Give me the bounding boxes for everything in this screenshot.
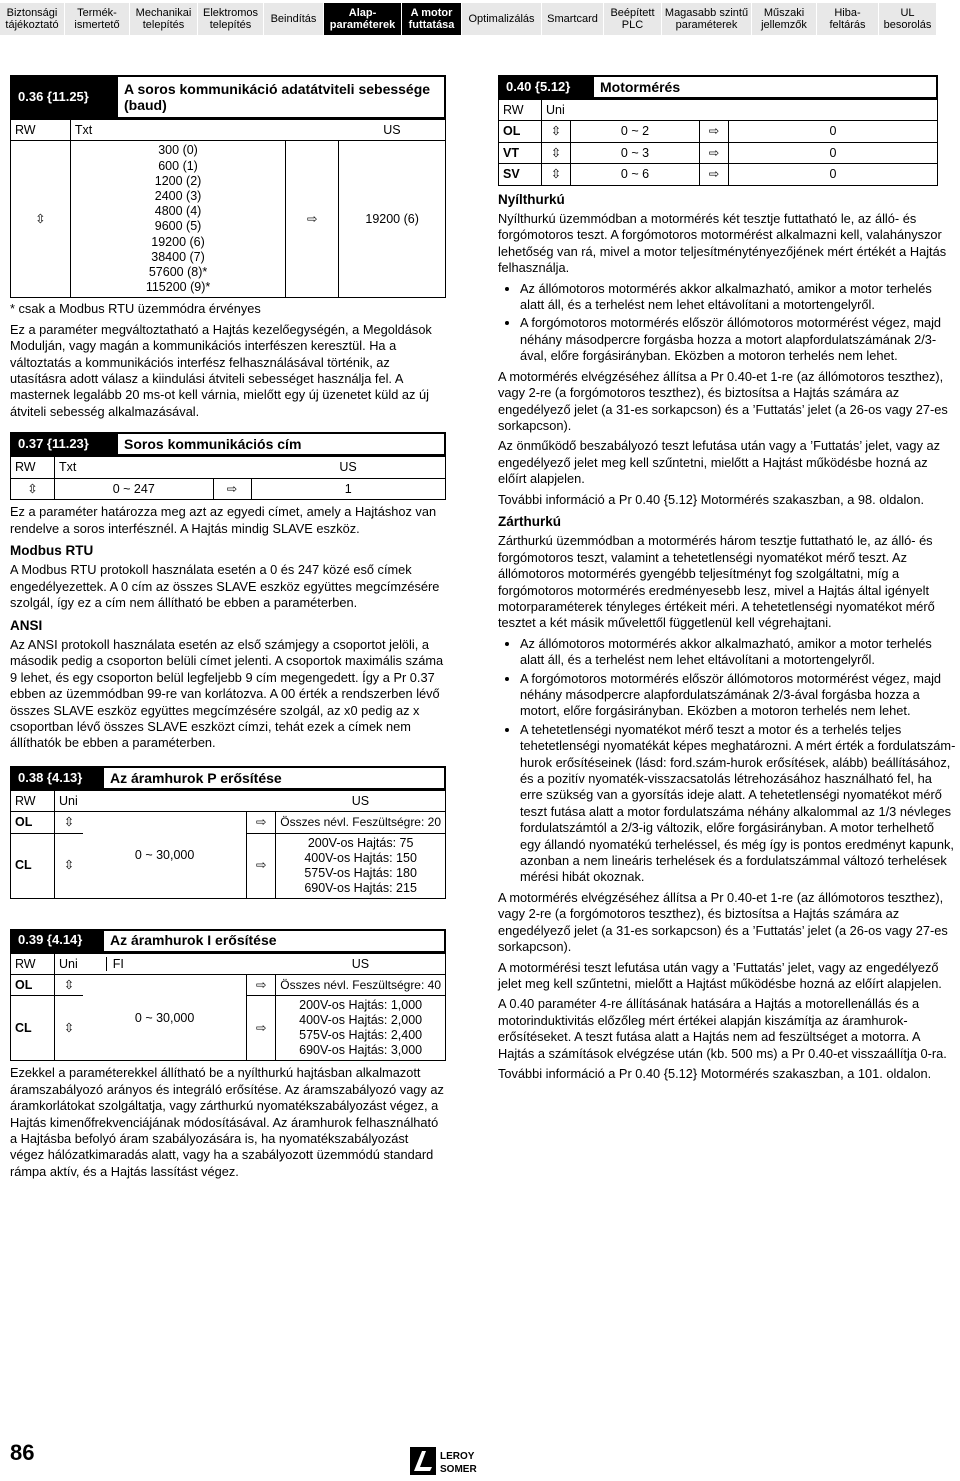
- bullet-list: [498, 636, 956, 886]
- nav-tab[interactable]: Mechanikai telepítés: [130, 3, 198, 35]
- mode-ol: OL: [11, 812, 55, 833]
- default-cl: [276, 833, 446, 898]
- default-value: 0: [729, 164, 938, 185]
- list-item: • A tehetetlenségi nyomatékot mérő teszt a motor és a terhelés teljes tehetetlenségi nyomatékát képes meghatározni. A mért érték a fordulatszám-hurok erősítéseinek (lásd: ford.szám-hurok erősítések, alább) beállításához, és a pozitív nyomaték-visszacsatolás létrehozásához használható fel, ha erre szükség van a gyorsítás ideje alatt. A tehetetlenségi nyomatékot mérő teszt futása alatt a motor fordulatszáma néhány alkalommal az 1/3 névleges fordulatszámtól a 2/3-ig változik, előre forgásirányban. A motor terhelhető egy állandó nyomatékú terheléssel, és még így is pontos eredményt kapunk, azonban a nem lineáris terhelések és a fordulatszámmal változó terhelések mérési hibát okoznak.: [520, 722, 956, 886]
- param-title: Motormérés: [594, 75, 938, 99]
- flag-cell: US: [276, 953, 446, 974]
- range-item: 690V-os Hajtás: 215: [304, 880, 417, 895]
- updown-icon: ⇳: [11, 478, 55, 499]
- range-item: 200V-os Hajtás: 75: [307, 835, 414, 850]
- default-value: 0: [729, 142, 938, 163]
- param-0-36: [10, 75, 446, 420]
- range-cell: 0 ~ 30,000: [83, 812, 247, 898]
- param-id: 0.37 {11.23}: [10, 432, 118, 456]
- param-0-38: [10, 766, 446, 899]
- nav-tab[interactable]: Magasabb szintű paraméterek: [662, 3, 752, 35]
- nav-tab[interactable]: Alap-paraméterek: [324, 3, 402, 35]
- nav-tab[interactable]: Beépített PLC: [604, 3, 662, 35]
- svg-text:SOMER: SOMER: [440, 1464, 477, 1475]
- type-cell: Txt: [70, 120, 285, 141]
- range-item: 1200 (2): [154, 173, 202, 188]
- param-id: 0.39 {4.14}: [10, 929, 104, 953]
- paragraph: További információ a Pr 0.40 {5.12} Motormérés szakaszban, a 101. oldalon.: [498, 1065, 932, 1081]
- paragraph: Ez a paraméter megváltoztatható a Hajtás kezelőegységén, a Megoldások Modulján, vagy magán a kommunikációs interfészen keresztül. Ha a változtatás a kommunikációs interfész felhasználásával történik, az utasításra adott válasz a kiindulási átviteli sebességet használja fel. A masternek legalább 20 ms-ot kell várnia, mielőtt egy új üzenetet küld az új átviteli sebesség alkalmazásával.: [10, 321, 432, 419]
- table-row: [499, 164, 938, 185]
- paragraph: A motormérés elvégzéséhez állítsa a Pr 0.40-et 1-re (az állómotoros teszthez), vagy 2-re (a forgómotoros teszthez), és biztosítsa a Hajtás számára az engedélyező jelet (a 31-es sorkapcson) és a ’Futtatás’ jelet (a 26-os vagy 27-es sorkapcson).: [498, 368, 948, 433]
- table-row: [499, 142, 938, 163]
- type-cell: [55, 953, 247, 974]
- nav-tab[interactable]: Smartcard: [542, 3, 604, 35]
- paragraph: További információ a Pr 0.40 {5.12} Motormérés szakaszban, a 98. oldalon.: [498, 491, 925, 507]
- table-row: [499, 121, 938, 142]
- nav-tab[interactable]: UL besorolás: [879, 3, 937, 35]
- range-item: 575V-os Hajtás: 180: [304, 865, 417, 880]
- rw-cell: RW: [11, 953, 55, 974]
- svg-text:LEROY: LEROY: [440, 1451, 475, 1462]
- note: * csak a Modbus RTU üzemmódra érvényes: [10, 301, 261, 317]
- range-cell: 0 ~ 247: [55, 478, 214, 499]
- nav-tab[interactable]: Elektromos telepítés: [198, 3, 264, 35]
- list-item: • A forgómotoros motormérés először állómotoros motormérést végez, majd néhány másodpercre forgásba hozza a motort alapfordulatszámának 2/3-ával, előre forgásirányban. Eközben a motoron terhelés nem lehet.: [520, 315, 956, 364]
- updown-icon: ⇳: [55, 812, 84, 833]
- updown-icon: ⇳: [55, 833, 84, 898]
- nav-tab[interactable]: A motor futtatása: [402, 3, 462, 35]
- arrow-right-icon: ⇨: [247, 975, 276, 996]
- updown-icon: ⇳: [542, 164, 571, 185]
- arrow-right-icon: ⇨: [286, 141, 339, 298]
- paragraph: Zárthurkú üzemmódban a motormérés három tesztje futtatható le, az álló- és forgómotoros teszt, valamint a tehetetlenségi nyomatékot mérő teszt. Az állómotoros motormérés gyengébb teljesítményt fog szolgáltatni, míg a forgómotoros motormérés eredményesebb lesz, mivel a Hajtás által igényelt motorparaméterek tényleges értékeit méri. A tehetetlenségi nyomatékot mérő tesztet a két másik művelettől függetlenül kell végrehajtani.: [498, 533, 935, 631]
- subheading: Zárthurkú: [498, 513, 562, 529]
- range-item: 690V-os Hajtás: 3,000: [299, 1043, 423, 1058]
- param-table: [498, 99, 938, 186]
- nav-tab[interactable]: Műszaki jellemzők: [752, 3, 817, 35]
- updown-icon: ⇳: [542, 142, 571, 163]
- mode-cell: SV: [499, 164, 542, 185]
- range-item: 600 (1): [158, 158, 198, 173]
- range-item: 4800 (4): [154, 204, 202, 219]
- param-table: [10, 119, 446, 298]
- default-cl: [276, 996, 446, 1061]
- arrow-right-icon: ⇨: [700, 142, 729, 163]
- nav-tab[interactable]: Hiba-feltárás: [817, 3, 879, 35]
- mode-ol: OL: [11, 975, 55, 996]
- arrow-right-icon: ⇨: [247, 996, 276, 1061]
- param-id: 0.40 {5.12}: [498, 75, 594, 99]
- subheading: Nyílthurkú: [498, 191, 565, 207]
- list-item: • Az állómotoros motormérés akkor alkalmazható, amikor a motor terhelés alatt áll, és a terhelést nem lehet eltávolítani a motortengelyről.: [520, 636, 956, 669]
- param-title: A soros kommunikáció adatátviteli sebessége (baud): [118, 75, 446, 119]
- range-item: 575V-os Hajtás: 2,400: [299, 1028, 423, 1043]
- paragraph: Az önműködő beszabályozó teszt lefutása után vagy a ’Futtatás’ jelet, vagy az engedélyező jelet meg kell szűntetni, mielőtt a Hajtást működésbe hozná az előírt alapjelen.: [498, 438, 940, 487]
- range-item: 400V-os Hajtás: 150: [304, 850, 417, 865]
- type-fi: FI: [106, 957, 124, 971]
- arrow-right-icon: ⇨: [700, 121, 729, 142]
- right-column: [498, 75, 956, 1086]
- bullet-list: [498, 281, 956, 365]
- mode-cell: OL: [499, 121, 542, 142]
- updown-icon: ⇳: [55, 996, 84, 1061]
- mode-cell: VT: [499, 142, 542, 163]
- param-table: [10, 953, 446, 1062]
- range-cell: 0 ~ 3: [571, 142, 700, 163]
- paragraph: Nyílthurkú üzemmódban a motormérés két tesztje futtatható le, az álló- és forgómotoros teszt. A forgómotoros motormérést alkalmazni kell, valahányszor lehetőség van rá, mivel a motor teljesítménytényezőjének mért értékét a Hajtás felhasználja.: [498, 211, 947, 276]
- rw-cell: RW: [11, 457, 55, 478]
- range-item: 57600 (8)*: [148, 265, 208, 280]
- paragraph: A Modbus RTU protokoll használata esetén a 0 és 247 közé eső címek engedélyezettek. A 0 cím az összes SLAVE eszköz együttes megcímzésére szolgál, így ez a cím nem állítható be ebben a paraméterben.: [10, 562, 440, 611]
- paragraph: Ezekkel a paraméterekkel állítható be a nyílthurkú hajtásban alkalmazott áramszabályozó arányos és integráló erősítése. Az áramszabályozó vagy az áramkorlátokat szolgáltatja, vagy zárthurkú nyomatékszabályozást végez, a Hajtás kimenőfrekvenciájának módosításával. Az áramhurok felhasználható a Hajtásba befolyó áram szabályozására is, ha nyomatékszabályozást végez hálózatkimaradás alatt, vagy ha a szabályozott üzemmódú standard rámpa aktív, és a Hajtás lassítást végez.: [10, 1065, 444, 1179]
- default-value: 19200 (6): [339, 141, 446, 298]
- paragraph: Ez a paraméter határozza meg azt az egyedi címet, amely a Hajtáshoz van rendelve a soros interfésznél. A Hajtás mindig SLAVE eszköz.: [10, 504, 437, 536]
- mode-cl: CL: [11, 996, 55, 1061]
- param-0-39: [10, 929, 446, 1181]
- nav-tab[interactable]: Termék-ismertető: [65, 3, 130, 35]
- range-cell: 0 ~ 30,000: [83, 975, 247, 1061]
- param-0-40: [498, 75, 956, 1082]
- range-item: 38400 (7): [151, 249, 205, 264]
- range-item: 400V-os Hajtás: 2,000: [299, 1013, 423, 1028]
- arrow-right-icon: ⇨: [247, 833, 276, 898]
- paragraph: A motormérés elvégzéséhez állítsa a Pr 0.40-et 1-re (az állómotoros teszthez), vagy 2-re (a forgómotoros teszthez), és biztosítsa a Hajtás számára az engedélyező jelet (a 31-es sorkapcson) és a ’Futtatás’ jelet (a 26-os vagy 27-es sorkapcson).: [498, 889, 948, 955]
- type-cell: Txt: [55, 457, 214, 478]
- param-title: Soros kommunikációs cím: [118, 432, 446, 456]
- list-item: • Az állómotoros motormérés akkor alkalmazható, amikor a motor terhelés alatt áll, és a terhelést nem lehet eltávolítani a motortengelyről.: [520, 281, 956, 314]
- default-ol: Összes névl. Feszültségre: 20: [276, 812, 446, 833]
- param-title: Az áramhurok I erősítése: [104, 929, 446, 953]
- default-ol: Összes névl. Feszültségre: 40: [276, 975, 446, 996]
- type-cell: Uni: [542, 100, 938, 121]
- list-item: • A forgómotoros motormérés először állómotoros motormérést végez, majd néhány másodpercre alapfordulatszámának 2/3-ával forgásba hozza a motort, előre forgásirányban. Eközben a motoron terhelés nem lehet.: [520, 671, 956, 720]
- arrow-right-icon: ⇨: [213, 478, 251, 499]
- nav-tab[interactable]: Biztonsági tájékoztató: [0, 3, 65, 35]
- updown-icon: ⇳: [11, 141, 71, 298]
- param-title: Az áramhurok P erősítése: [104, 766, 446, 790]
- default-value: 1: [251, 478, 446, 499]
- range-item: 115200 (9)*: [145, 280, 211, 295]
- subheading: ANSI: [10, 617, 43, 633]
- range-cell: 0 ~ 6: [571, 164, 700, 185]
- range-item: 2400 (3): [154, 189, 202, 204]
- type-cell: Uni: [55, 790, 247, 811]
- rw-cell: RW: [499, 100, 542, 121]
- mode-cl: CL: [11, 833, 55, 898]
- default-value: 0: [729, 121, 938, 142]
- range-list: [70, 141, 285, 298]
- arrow-right-icon: ⇨: [700, 164, 729, 185]
- leroy-somer-logo: [410, 1445, 490, 1477]
- param-table: [10, 790, 446, 899]
- updown-icon: ⇳: [542, 121, 571, 142]
- param-0-37: [10, 432, 446, 752]
- param-table: [10, 456, 446, 500]
- range-cell: 0 ~ 2: [571, 121, 700, 142]
- paragraph: A 0.40 paraméter 4-re állításának hatására a Hajtás a motorellenállás és a motorinduktivitás előzőleg mért értékei alapján kiszámítja az áramhurok-erősítéseket. A teszt futása alatt a Hajtás nem ad feszültséget a motorra. A Hajtás a számítások elvégzése után (kb. 500 ms) a Pr 0.40-et visszaállítja 0-ra.: [498, 996, 947, 1061]
- flag-cell: US: [251, 457, 446, 478]
- rw-cell: RW: [11, 790, 55, 811]
- left-column: [10, 75, 446, 1184]
- rw-cell: RW: [11, 120, 71, 141]
- range-item: 300 (0): [158, 143, 198, 158]
- arrow-right-icon: ⇨: [247, 812, 276, 833]
- range-item: 200V-os Hajtás: 1,000: [299, 998, 423, 1013]
- nav-tab[interactable]: Beindítás: [264, 3, 324, 35]
- nav-tab[interactable]: Optimalizálás: [462, 3, 542, 35]
- paragraph: A motormérési teszt lefutása után vagy a ’Futtatás’ jelet, vagy az engedélyező jelet meg kell szűntetni, mielőtt a Hajtást működésbe hozná az előírt alapjelen.: [498, 959, 942, 991]
- top-navigation: [0, 3, 960, 35]
- type-uni: Uni: [59, 956, 78, 971]
- updown-icon: ⇳: [55, 975, 84, 996]
- flag-cell: US: [339, 120, 446, 141]
- range-item: 9600 (5): [154, 219, 202, 234]
- page-number: 86: [10, 1440, 35, 1465]
- range-item: 19200 (6): [151, 234, 205, 249]
- param-id: 0.36 {11.25}: [10, 75, 118, 119]
- param-id: 0.38 {4.13}: [10, 766, 104, 790]
- flag-cell: US: [276, 790, 446, 811]
- subheading: Modbus RTU: [10, 542, 94, 558]
- paragraph: Az ANSI protokoll használata esetén az első számjegy a csoportot jelöli, a második pedig a csoporton belüli címet jelenti. A csoportok maximális száma 9 lehet, és egy csoporton belül legfeljebb 9 cím megengedett. Így a Pr 0.37 ebben az üzemmódban 99-re van korlátozva. A 00 érték a rendszerben lévő összes SLAVE eszköz együttes megcímzésére szolgál, az x0 pedig az x csoportban lévő összes SLAVE eszközt címzi, tehát ezek a címek nem állíthatók be ebben a paraméterben.: [10, 636, 444, 751]
